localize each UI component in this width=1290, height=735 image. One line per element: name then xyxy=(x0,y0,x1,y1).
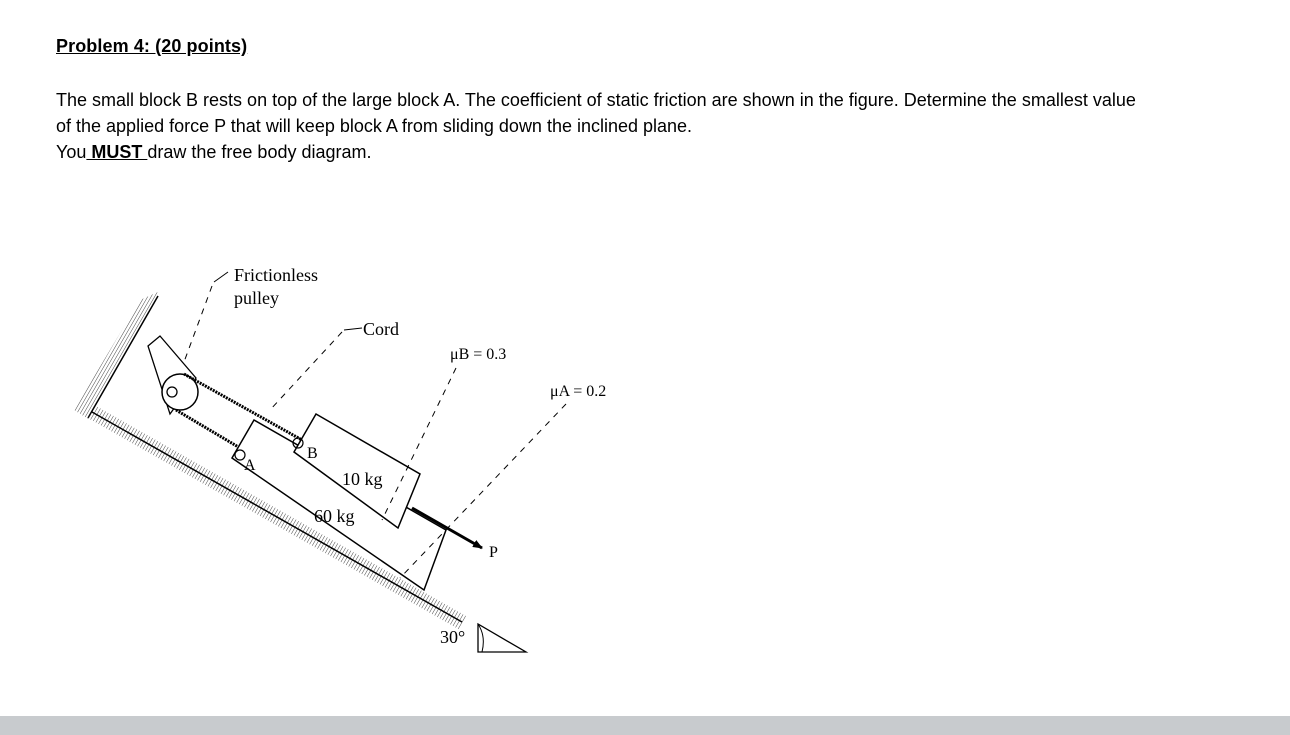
cord-label: Cord xyxy=(363,319,399,339)
problem-text-line-2: of the applied force P that will keep block A from sliding down the inclined plane. xyxy=(56,116,693,136)
line3-suffix: draw the free body diagram. xyxy=(147,142,372,162)
wall-hatch xyxy=(74,292,158,420)
block-b-label: B xyxy=(307,445,318,462)
footer-bar xyxy=(0,716,1290,735)
mu-b-label: μB = 0.3 xyxy=(450,346,507,363)
cord-leader xyxy=(270,332,342,410)
pulley-leader-hook xyxy=(214,272,228,282)
angle-label: 30° xyxy=(440,627,466,647)
angle-triangle xyxy=(478,624,526,652)
problem-title: Problem 4: (20 points) xyxy=(56,36,248,56)
pulley-leader xyxy=(184,286,212,362)
mu-a-label: μA = 0.2 xyxy=(550,383,607,400)
cord-leader-hook xyxy=(344,328,362,330)
cord-upper xyxy=(184,374,302,440)
pulley-label-line-1: Frictionless xyxy=(234,265,318,285)
angle-arc xyxy=(478,624,483,652)
block-a-label: A xyxy=(244,457,256,474)
problem-text-line-1: The small block B rests on top of the large block A. The coefficient of static friction are shown in the figure. Determine the smallest value xyxy=(56,90,1136,110)
mu-a-leader xyxy=(400,404,566,578)
cord-lower xyxy=(176,410,240,448)
pulley-axle xyxy=(167,387,177,397)
wall-line xyxy=(88,296,158,418)
line3-prefix: You xyxy=(56,142,87,162)
must-emphasis: MUST xyxy=(86,142,148,162)
mass-b-label: 10 kg xyxy=(342,469,383,489)
pulley-label-line-2: pulley xyxy=(234,288,279,308)
force-p-label: P xyxy=(489,544,498,561)
mass-a-label: 60 kg xyxy=(314,506,355,526)
